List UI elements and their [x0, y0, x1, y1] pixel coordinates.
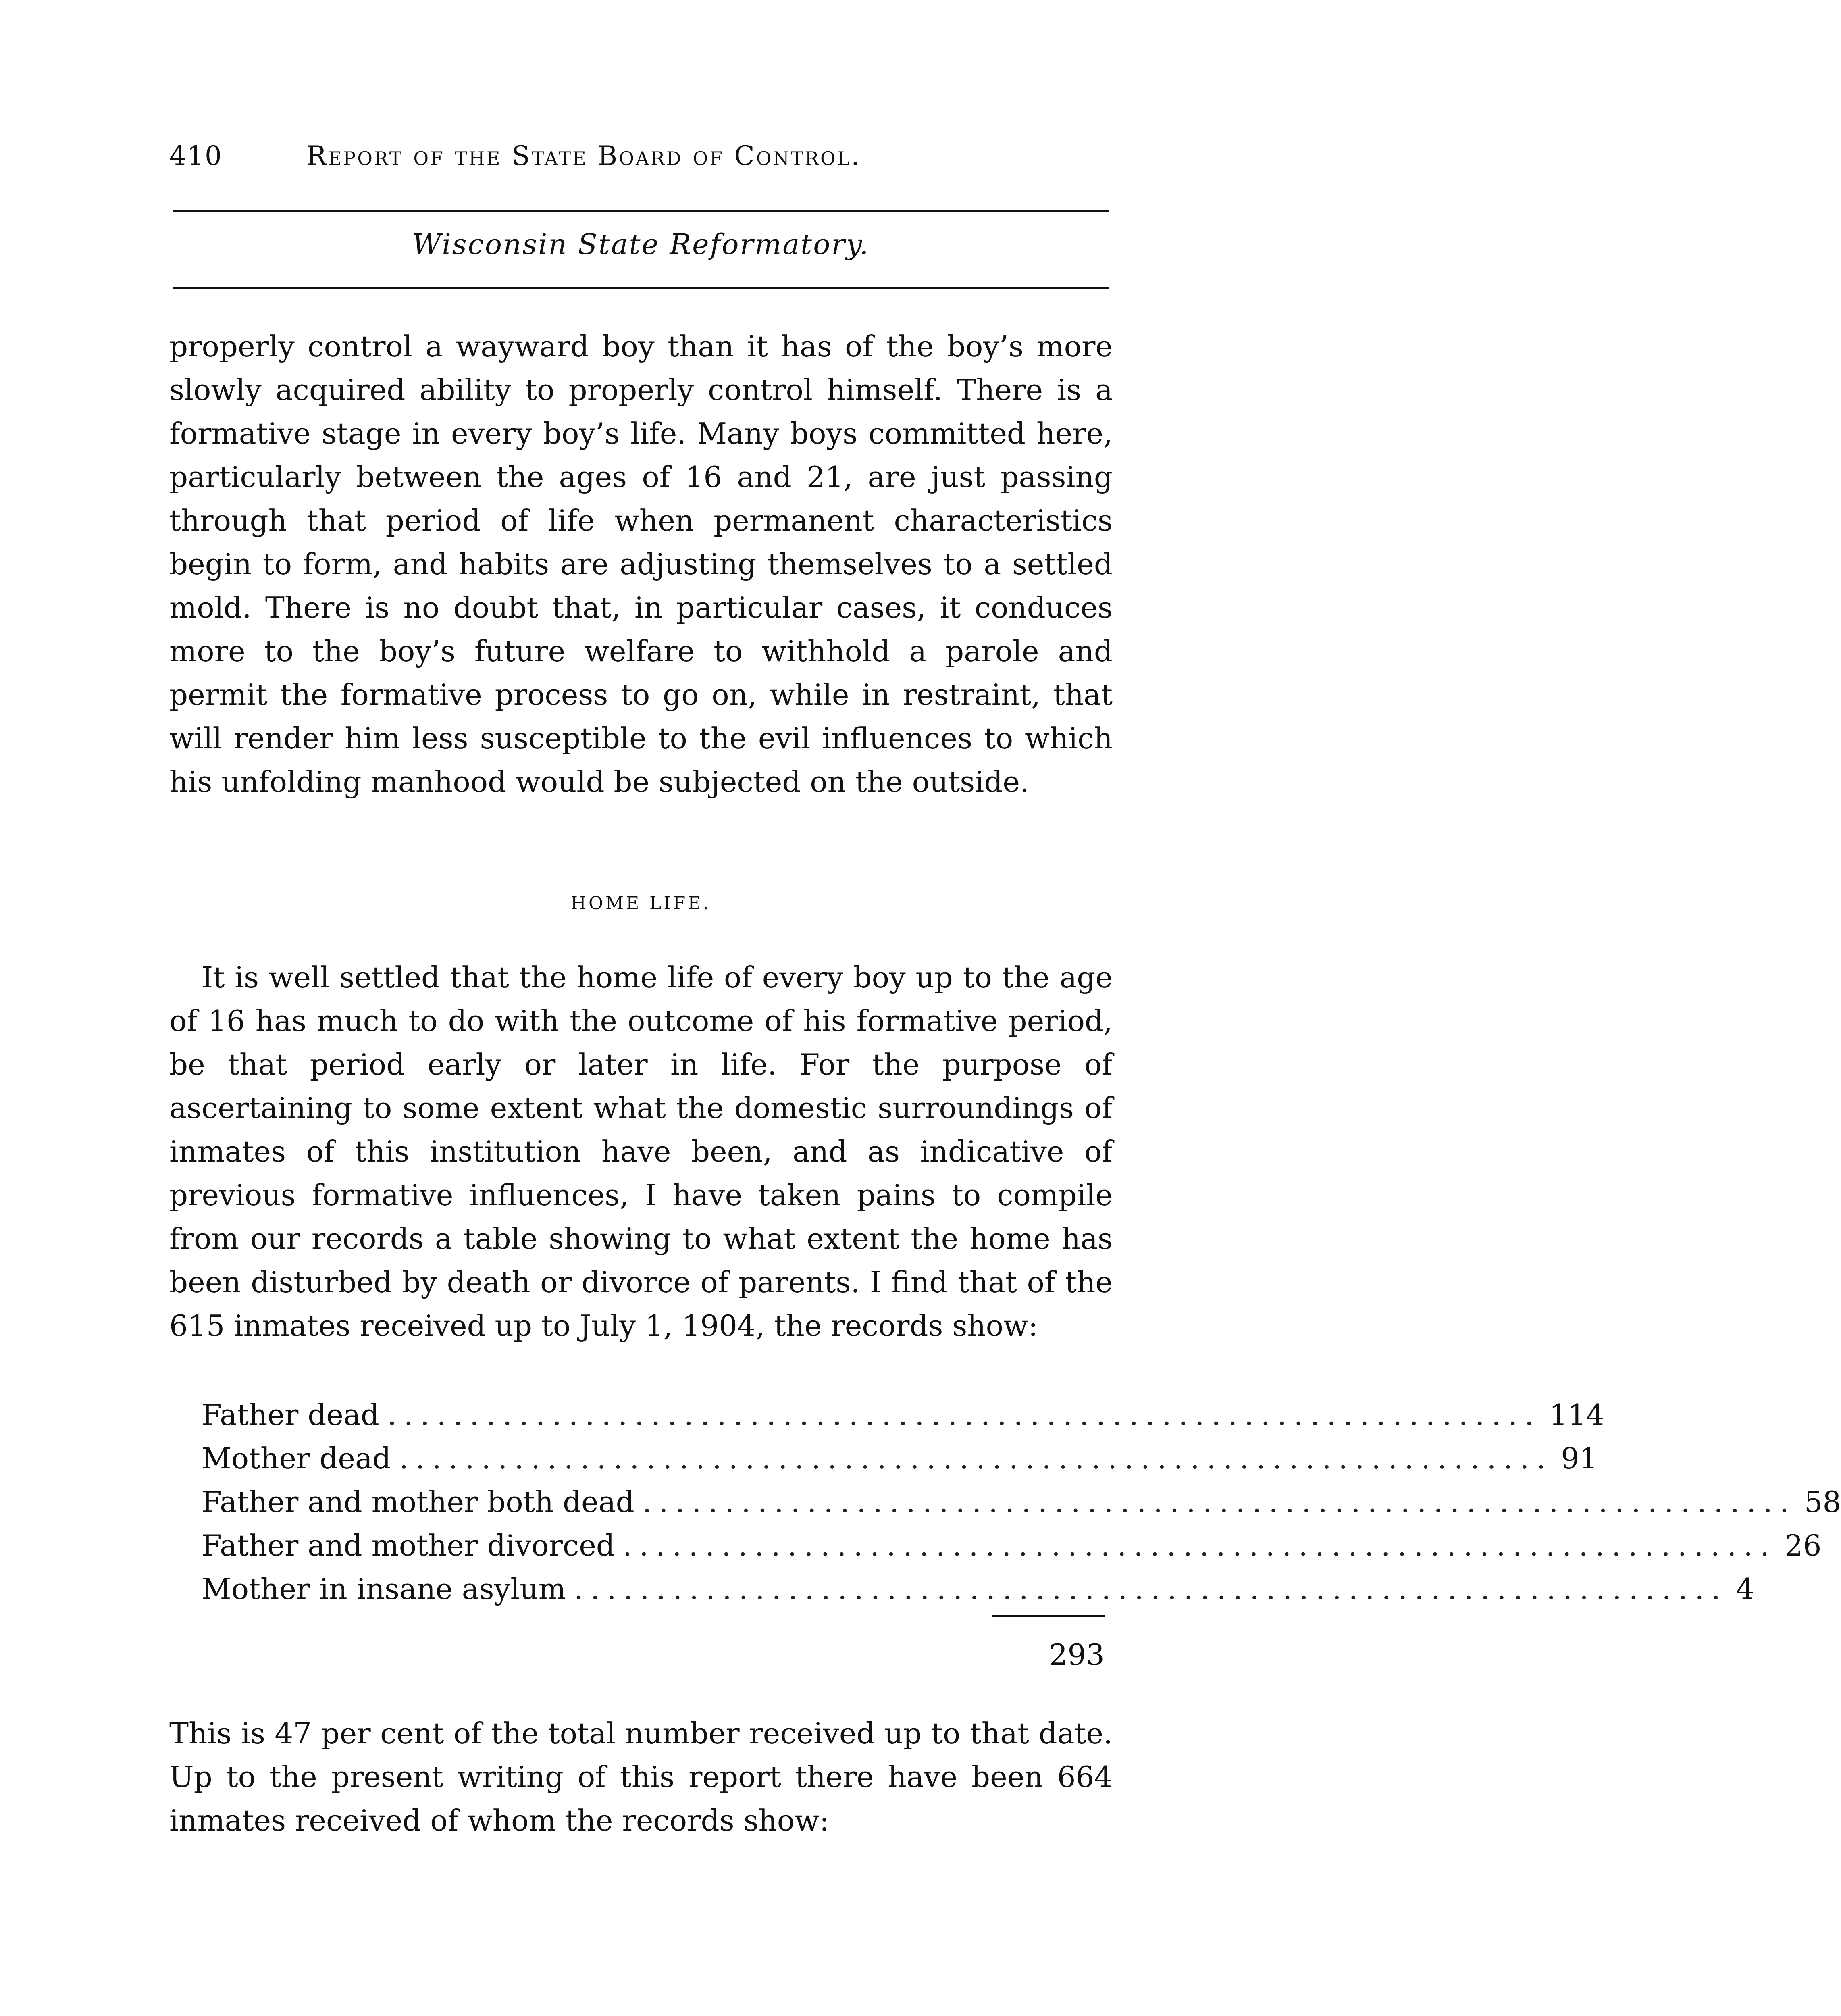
- dot-leader: ......................................................................: [574, 1572, 1728, 1606]
- header-rule-top: [173, 210, 1109, 212]
- running-title: Report of the State Board of Control.: [306, 140, 861, 171]
- statistics-table: [202, 1393, 1841, 1611]
- row-label: Father and mother divorced: [202, 1529, 615, 1562]
- row-label: Father and mother both dead: [202, 1485, 634, 1519]
- page-number: 410: [169, 140, 223, 171]
- row-value: 58: [1804, 1485, 1841, 1519]
- section-subtitle: Wisconsin State Reformatory.: [412, 228, 870, 261]
- document-page: [165, 0, 1841, 2016]
- table-row: [202, 1567, 1754, 1611]
- row-value: 4: [1736, 1572, 1754, 1606]
- row-value: 114: [1549, 1398, 1605, 1432]
- dot-leader: ......................................................................: [622, 1529, 1777, 1562]
- row-value: 91: [1561, 1441, 1598, 1475]
- paragraph-summary: This is 47 per cent of the total number received up to that date. Up to the present writing of this report there have been 664 inmates received of whom the records show:: [169, 1716, 1113, 1837]
- paragraph-home-life: It is well settled that the home life of every boy up to the age of 16 has much to do with the outcome of his formative period, be that period early or later in life. For the purpose of ascertaining to some extent what the domestic surroundings of inmates of this institution have been, and as indicative of previous formative influences, I have taken pains to compile from our records a table showing to what extent the home has been disturbed by death or divorce of parents. I find that of the 615 inmates received up to July 1, 1904, the records show:: [169, 960, 1113, 1343]
- row-label: Father dead: [202, 1398, 379, 1432]
- table-total: 293: [1049, 1638, 1105, 1672]
- table-row: [202, 1437, 1598, 1480]
- section-heading: HOME LIFE.: [570, 893, 711, 914]
- table-row: [202, 1393, 1605, 1437]
- table-row: [202, 1524, 1822, 1567]
- table-row: [202, 1480, 1841, 1524]
- dot-leader: ......................................................................: [642, 1485, 1796, 1519]
- sum-rule: [992, 1615, 1105, 1617]
- dot-leader: ......................................................................: [399, 1441, 1553, 1475]
- row-label: Mother dead: [202, 1441, 391, 1475]
- header-rule-bottom: [173, 287, 1109, 289]
- row-value: 26: [1785, 1529, 1822, 1562]
- row-label: Mother in insane asylum: [202, 1572, 566, 1606]
- paragraph-continuation: properly control a wayward boy than it has of the boy’s more slowly acquired ability to properly control himself. There is a formative stage in every boy’s life. Many boys committed here, particularly between the ages of 16 and 21, are just passing through that period of life when permanent characteristics begin to form, and habits are adjusting themselves to a settled mold. There is no doubt that, in particular cases, it conduces more to the boy’s future welfare to withhold a parole and permit the formative process to go on, while in restraint, that will render him less susceptible to the evil influences to which his unfolding manhood would be subjected on the outside.: [169, 329, 1113, 799]
- running-head: [169, 133, 1105, 177]
- dot-leader: ......................................................................: [387, 1398, 1541, 1432]
